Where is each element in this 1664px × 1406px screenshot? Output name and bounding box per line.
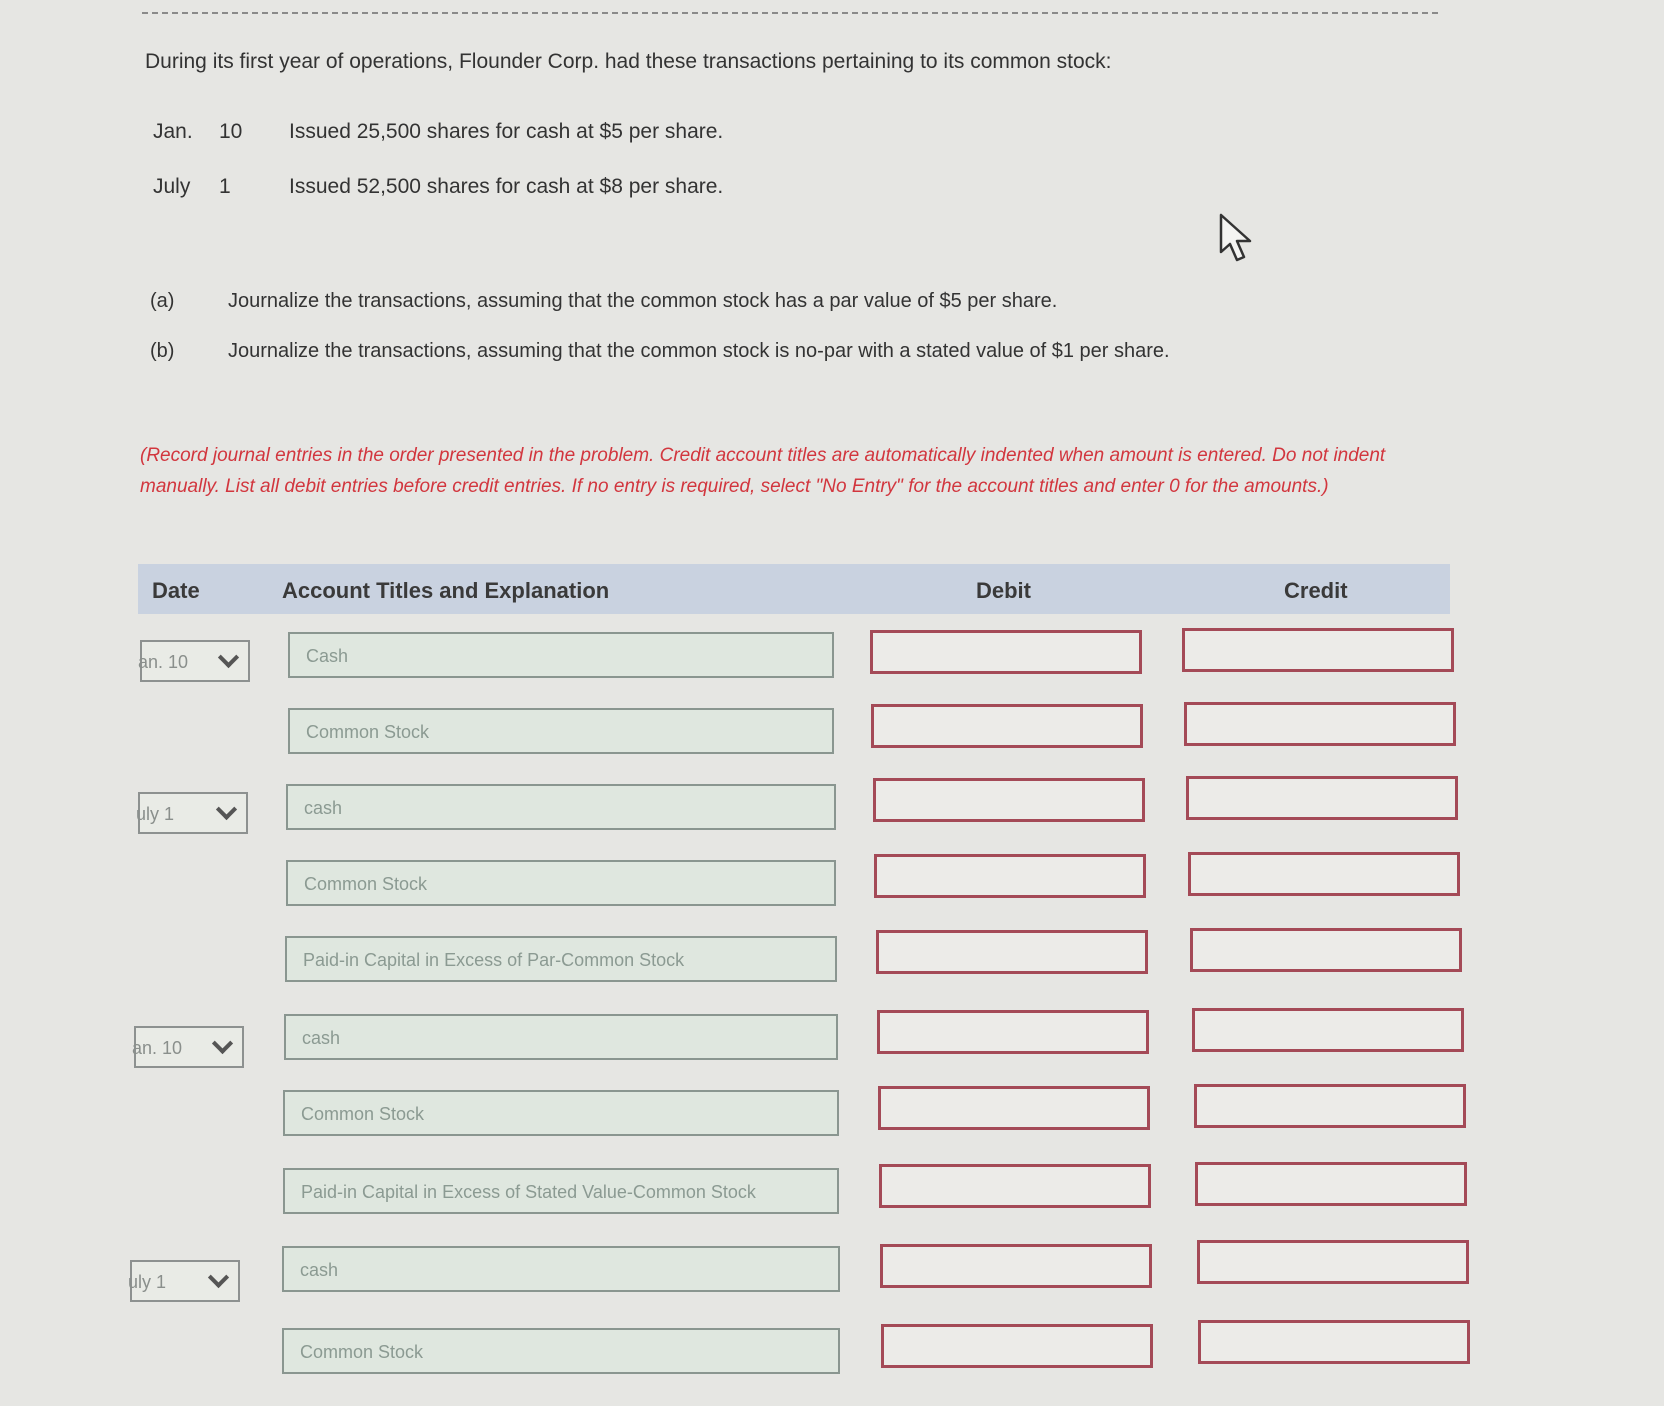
account-title-value: Common Stock bbox=[300, 1342, 424, 1362]
debit-input[interactable] bbox=[871, 704, 1143, 748]
account-title-value: cash bbox=[304, 798, 343, 818]
credit-input[interactable] bbox=[1188, 852, 1460, 896]
date-select[interactable] bbox=[138, 792, 248, 834]
account-title-input[interactable] bbox=[288, 632, 834, 678]
instructions: (Record journal entries in the order presented in the problem. Credit account titles are automatically indented when amount is entered. Do not indent manually. List all debit entries before credit entries. If no entry is required, select "No Entry" for the account titles and enter 0 for the amounts.) bbox=[140, 445, 1386, 497]
credit-input[interactable] bbox=[1184, 702, 1456, 746]
date-value: an. 10 bbox=[138, 652, 189, 672]
account-title-value: cash bbox=[302, 1028, 341, 1048]
transaction-day: 10 bbox=[219, 120, 243, 143]
transaction-text: Issued 25,500 shares for cash at $5 per share. bbox=[289, 120, 724, 143]
account-title-input[interactable] bbox=[286, 860, 836, 906]
account-title-value: Paid-in Capital in Excess of Stated Value-Common Stock bbox=[301, 1182, 756, 1202]
account-title-value: Paid-in Capital in Excess of Par-Common Stock bbox=[303, 950, 685, 970]
date-value: uly 1 bbox=[128, 1272, 167, 1292]
debit-input[interactable] bbox=[878, 1086, 1150, 1130]
account-title-input[interactable] bbox=[286, 784, 836, 830]
header-account: Account Titles and Explanation bbox=[282, 578, 610, 603]
date-select[interactable] bbox=[140, 640, 250, 682]
transaction-month: July bbox=[153, 175, 191, 198]
header-debit: Debit bbox=[976, 578, 1031, 603]
credit-input[interactable] bbox=[1186, 776, 1458, 820]
debit-input[interactable] bbox=[870, 630, 1142, 674]
problem-intro: During its first year of operations, Flounder Corp. had these transactions pertaining to its common stock: bbox=[145, 50, 1112, 73]
date-select[interactable] bbox=[130, 1260, 240, 1302]
credit-input[interactable] bbox=[1192, 1008, 1464, 1052]
part-label: (a) bbox=[150, 290, 175, 312]
header-date: Date bbox=[152, 578, 200, 603]
account-title-input[interactable] bbox=[288, 708, 834, 754]
credit-input[interactable] bbox=[1198, 1320, 1470, 1364]
mouse-pointer-icon bbox=[1218, 212, 1254, 264]
table-header bbox=[138, 564, 1450, 614]
date-value: uly 1 bbox=[136, 804, 175, 824]
part-text: Journalize the transactions, assuming that the common stock is no-par with a stated value of $1 per share. bbox=[228, 340, 1170, 362]
debit-input[interactable] bbox=[880, 1244, 1152, 1288]
account-title-value: Common Stock bbox=[301, 1104, 425, 1124]
date-value: an. 10 bbox=[132, 1038, 183, 1058]
transaction-text: Issued 52,500 shares for cash at $8 per share. bbox=[289, 175, 724, 198]
debit-input[interactable] bbox=[876, 930, 1148, 974]
header-credit: Credit bbox=[1284, 578, 1348, 603]
credit-input[interactable] bbox=[1197, 1240, 1469, 1284]
account-title-value: Common Stock bbox=[306, 722, 430, 742]
chevron-down-icon bbox=[212, 1033, 233, 1054]
chevron-down-icon bbox=[216, 799, 237, 820]
account-title-value: Common Stock bbox=[304, 874, 428, 894]
top-dashed-border bbox=[142, 0, 1438, 14]
transaction-day: 1 bbox=[219, 175, 231, 198]
debit-input[interactable] bbox=[873, 778, 1145, 822]
account-title-value: Cash bbox=[306, 646, 349, 666]
chevron-down-icon bbox=[218, 647, 239, 668]
date-select[interactable] bbox=[134, 1026, 244, 1068]
debit-input[interactable] bbox=[877, 1010, 1149, 1054]
credit-input[interactable] bbox=[1190, 928, 1462, 972]
part-text: Journalize the transactions, assuming that the common stock has a par value of $5 per share. bbox=[228, 290, 1058, 312]
credit-input[interactable] bbox=[1194, 1084, 1466, 1128]
account-title-input[interactable] bbox=[282, 1328, 840, 1374]
transaction-month: Jan. bbox=[153, 120, 193, 143]
account-title-input[interactable] bbox=[283, 1168, 839, 1214]
account-title-input[interactable] bbox=[283, 1090, 839, 1136]
account-title-input[interactable] bbox=[285, 936, 837, 982]
debit-input[interactable] bbox=[874, 854, 1146, 898]
credit-input[interactable] bbox=[1182, 628, 1454, 672]
account-title-value: cash bbox=[300, 1260, 339, 1280]
part-label: (b) bbox=[150, 340, 175, 362]
account-title-input[interactable] bbox=[282, 1246, 840, 1292]
debit-input[interactable] bbox=[881, 1324, 1153, 1368]
account-title-input[interactable] bbox=[284, 1014, 838, 1060]
debit-input[interactable] bbox=[879, 1164, 1151, 1208]
credit-input[interactable] bbox=[1195, 1162, 1467, 1206]
chevron-down-icon bbox=[208, 1267, 229, 1288]
